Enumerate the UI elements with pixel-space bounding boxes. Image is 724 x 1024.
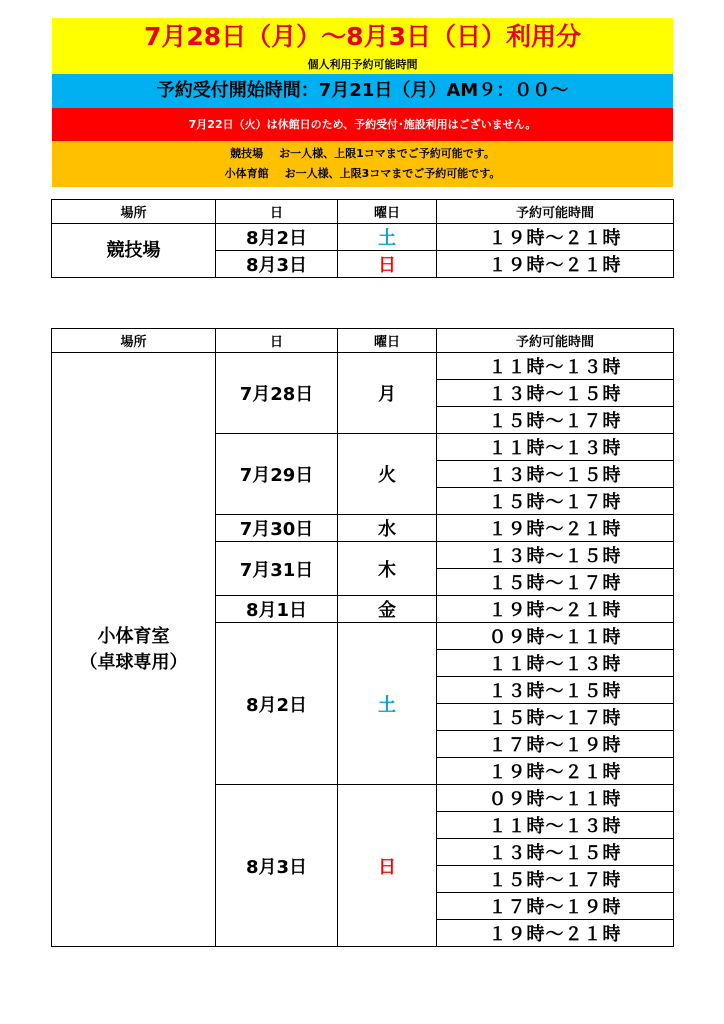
time-slot-cell: １５時～１７時 — [437, 488, 674, 515]
date-cell: 8月2日 — [216, 623, 338, 785]
time-slot-cell: １３時～１５時 — [437, 380, 674, 407]
time-slot-cell: ０９時～１１時 — [437, 785, 674, 812]
time-slot-cell: １３時～１５時 — [437, 677, 674, 704]
title-banner — [52, 18, 673, 74]
weekday-cell: 土 — [338, 623, 437, 785]
closed-notice-banner: 7月22日（火）は休館日のため、予約受付･施設利用はございません。 — [52, 108, 673, 141]
small-gym-schedule-body — [52, 353, 674, 947]
weekday-cell: 金 — [338, 596, 437, 623]
time-slot-cell: １９時～２１時 — [437, 596, 674, 623]
arena-schedule-body — [52, 224, 674, 278]
place-name: 小体育室 — [97, 625, 170, 647]
table-row — [52, 353, 674, 380]
col-header-weekday: 曜日 — [338, 200, 437, 224]
page-title: 7月28日（月）～8月3日（日）利用分 — [144, 22, 581, 51]
place-note: （卓球専用） — [79, 651, 188, 673]
time-slot-cell: １１時～１３時 — [437, 353, 674, 380]
time-slot-cell: １１時～１３時 — [437, 434, 674, 461]
weekday-cell: 日 — [338, 785, 437, 947]
time-slot-cell: １５時～１７時 — [437, 569, 674, 596]
limit-line-small-gym — [52, 167, 673, 181]
limit-facility: 競技場 — [230, 147, 264, 160]
weekday-cell: 月 — [338, 353, 437, 434]
time-slot-cell: １３時～１５時 — [437, 542, 674, 569]
limit-note: お一人様、上限3コマまでご予約可能です。 — [284, 167, 501, 180]
table-header-row — [52, 329, 674, 353]
date-cell: 8月1日 — [216, 596, 338, 623]
weekday-cell: 日 — [338, 251, 437, 278]
date-cell: 8月3日 — [216, 251, 338, 278]
page-subtitle: 個人利用予約可能時間 — [307, 58, 418, 71]
time-slot-cell: １７時～１９時 — [437, 893, 674, 920]
time-slot-cell: １１時～１３時 — [437, 650, 674, 677]
time-slot-cell: １９時～２１時 — [437, 224, 674, 251]
col-header-date: 日 — [216, 329, 338, 353]
weekday-cell: 木 — [338, 542, 437, 596]
limit-note: お一人様、上限1コマまでご予約可能です。 — [279, 147, 495, 160]
arena-schedule-table — [51, 199, 674, 278]
date-cell: 7月31日 — [216, 542, 338, 596]
time-slot-cell: １９時～２１時 — [437, 251, 674, 278]
time-slot-cell: １９時～２１時 — [437, 920, 674, 947]
table-header-row — [52, 200, 674, 224]
time-slot-cell: １３時～１５時 — [437, 461, 674, 488]
reservation-start-banner: 予約受付開始時間：7月21日（月）AM９：００～ — [52, 74, 673, 108]
time-slot-cell: １９時～２１時 — [437, 515, 674, 542]
weekday-cell: 土 — [338, 224, 437, 251]
col-header-time: 予約可能時間 — [437, 329, 674, 353]
limits-banner — [52, 141, 673, 187]
small-gym-schedule-table — [51, 328, 674, 947]
time-slot-cell: １５時～１７時 — [437, 866, 674, 893]
time-slot-cell: １１時～１３時 — [437, 812, 674, 839]
time-slot-cell: １９時～２１時 — [437, 758, 674, 785]
limit-line-arena — [52, 147, 673, 161]
time-slot-cell: ０９時～１１時 — [437, 623, 674, 650]
col-header-place: 場所 — [52, 329, 216, 353]
date-cell: 7月29日 — [216, 434, 338, 515]
date-cell: 7月28日 — [216, 353, 338, 434]
time-slot-cell: １５時～１７時 — [437, 407, 674, 434]
date-cell: 7月30日 — [216, 515, 338, 542]
date-cell: 8月2日 — [216, 224, 338, 251]
weekday-cell: 水 — [338, 515, 437, 542]
col-header-time: 予約可能時間 — [437, 200, 674, 224]
limit-facility: 小体育館 — [224, 167, 269, 180]
place-cell: 競技場 — [52, 224, 216, 278]
table-row — [52, 224, 674, 251]
weekday-cell: 火 — [338, 434, 437, 515]
col-header-weekday: 曜日 — [338, 329, 437, 353]
date-cell: 8月3日 — [216, 785, 338, 947]
col-header-date: 日 — [216, 200, 338, 224]
place-cell — [52, 353, 216, 947]
time-slot-cell: １７時～１９時 — [437, 731, 674, 758]
col-header-place: 場所 — [52, 200, 216, 224]
time-slot-cell: １５時～１７時 — [437, 704, 674, 731]
time-slot-cell: １３時～１５時 — [437, 839, 674, 866]
